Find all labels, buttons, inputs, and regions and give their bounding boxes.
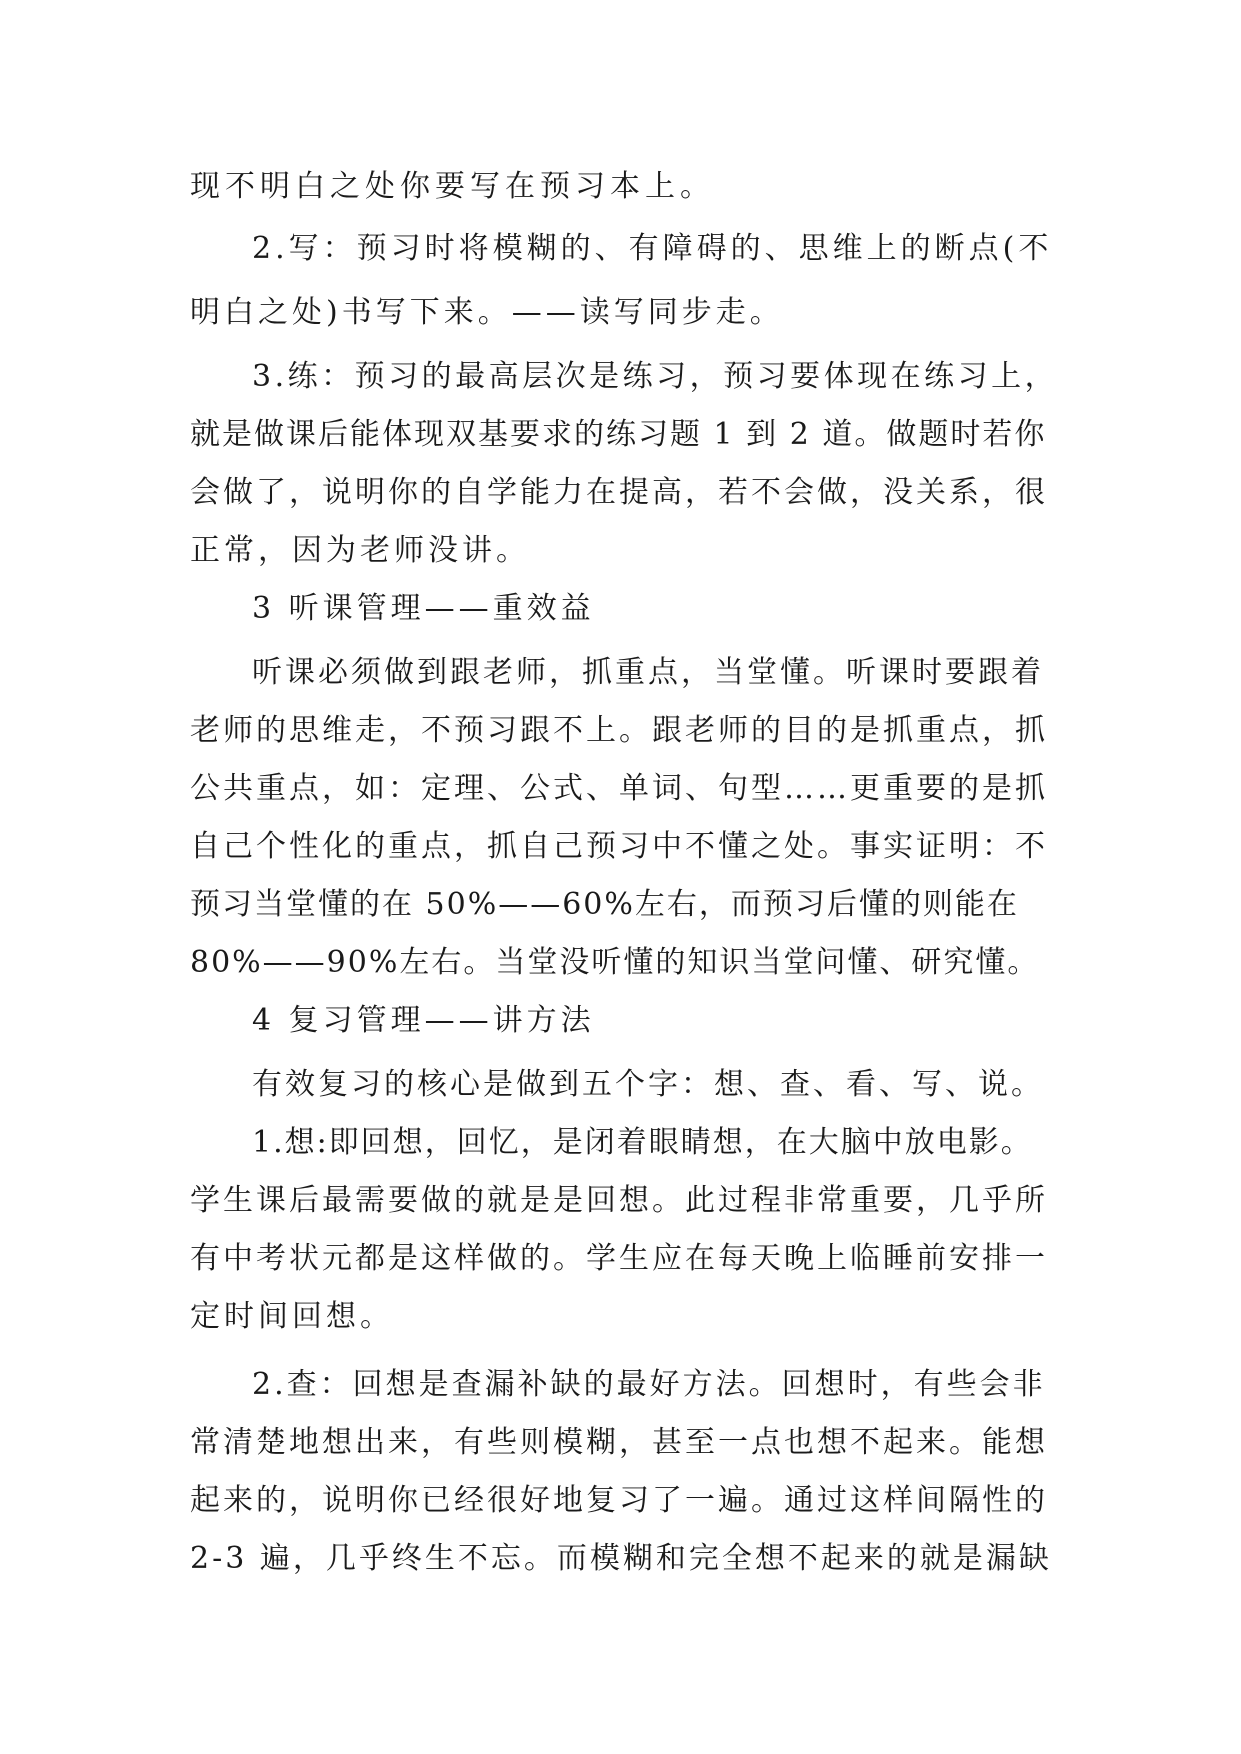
document-body — [190, 158, 1070, 1588]
text-line: 就是做课后能体现双基要求的练习题 1 到 2 道。做题时若你 — [190, 417, 1047, 452]
text-line: 自己个性化的重点，抓自己预习中不懂之处。事实证明：不 — [190, 829, 1048, 864]
text-line: 有中考状元都是这样做的。学生应在每天晚上临睡前安排一 — [190, 1241, 1048, 1276]
text-line: 3.练：预习的最高层次是练习，预习要体现在练习上， — [252, 359, 1059, 394]
text-line: 预习当堂懂的在 50%——60%左右，而预习后懂的则能在 — [190, 887, 1019, 922]
text-line: 2-3 遍，几乎终生不忘。而模糊和完全想不起来的就是漏缺 — [190, 1541, 1052, 1576]
text-line: 定时间回想。 — [190, 1299, 394, 1334]
text-line: 常清楚地想出来，有些则模糊，甚至一点也想不起来。能想 — [190, 1425, 1048, 1460]
text-line: 会做了，说明你的自学能力在提高，若不会做，没关系，很 — [190, 475, 1048, 510]
text-line: 1.想:即回想，回忆，是闭着眼睛想，在大脑中放电影。 — [252, 1125, 1033, 1160]
text-line: 现不明白之处你要写在预习本上。 — [190, 169, 715, 204]
section-heading: 4 复习管理——讲方法 — [252, 1003, 595, 1038]
text-line: 明白之处)书写下来。——读写同步走。 — [190, 295, 784, 330]
text-line: 2.查：回想是查漏补缺的最好方法。回想时，有些会非 — [252, 1367, 1046, 1402]
text-line: 老师的思维走，不预习跟不上。跟老师的目的是抓重点，抓 — [190, 713, 1048, 748]
text-line: 有效复习的核心是做到五个字：想、查、看、写、说。 — [252, 1067, 1044, 1102]
text-line: 80%——90%左右。当堂没听懂的知识当堂问懂、研究懂。 — [190, 945, 1040, 980]
text-line: 正常，因为老师没讲。 — [190, 533, 530, 568]
text-line: 学生课后最需要做的就是是回想。此过程非常重要，几乎所 — [190, 1183, 1048, 1218]
text-line: 起来的，说明你已经很好地复习了一遍。通过这样间隔性的 — [190, 1483, 1048, 1518]
text-line: 2.写：预习时将模糊的、有障碍的、思维上的断点(不 — [252, 231, 1053, 266]
text-line: 听课必须做到跟老师，抓重点，当堂懂。听课时要跟着 — [252, 655, 1044, 690]
text-line: 公共重点，如：定理、公式、单词、句型……更重要的是抓 — [190, 771, 1048, 806]
section-heading: 3 听课管理——重效益 — [252, 591, 595, 626]
